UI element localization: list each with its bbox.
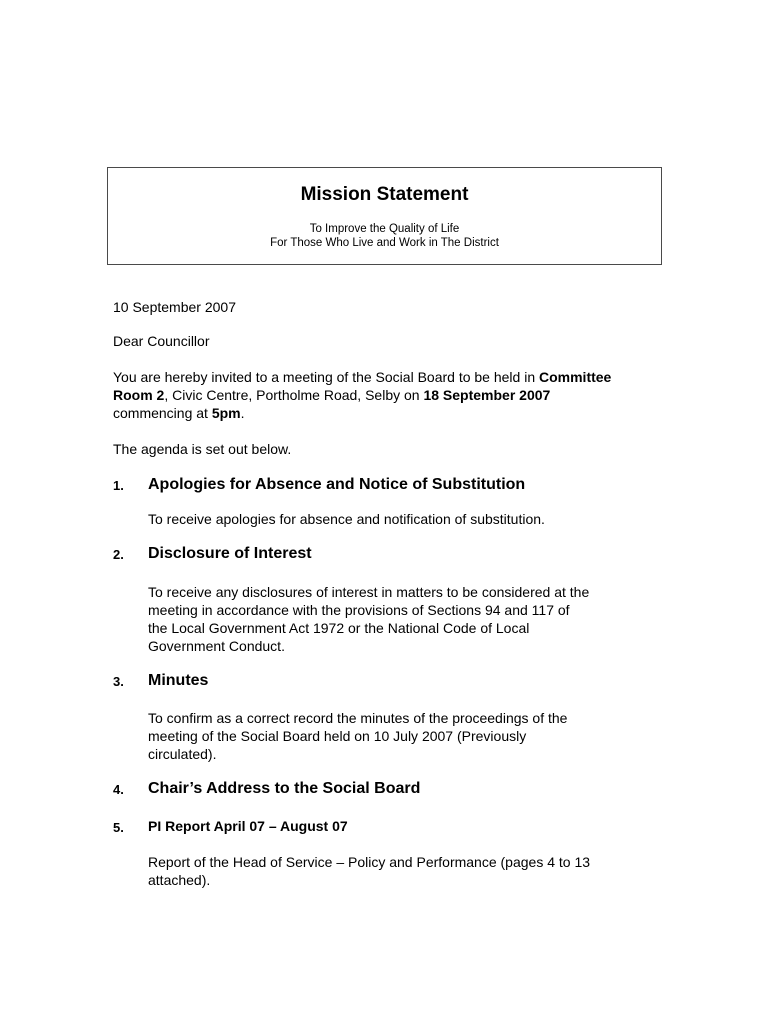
- agenda-item-2-title: Disclosure of Interest: [148, 545, 312, 562]
- venue-committee: Committee: [539, 369, 612, 385]
- agenda-item-5-number: 5.: [113, 820, 124, 835]
- agenda-item-2-text: [148, 583, 638, 655]
- mission-statement-box: [107, 167, 662, 265]
- agenda-item-3-line-1: To confirm as a correct record the minutes of the proceedings of the: [148, 710, 568, 726]
- invitation-paragraph: [113, 368, 663, 422]
- intro-text-4: .: [240, 405, 245, 421]
- agenda-item-1-line-1: To receive apologies for absence and notification of substitution.: [148, 511, 545, 527]
- agenda-item-5-line-2: attached).: [148, 872, 211, 888]
- agenda-item-2-number: 2.: [113, 547, 124, 562]
- letter-date: 10 September 2007: [113, 299, 236, 315]
- agenda-item-2-line-3: the Local Government Act 1972 or the National Code of Local: [148, 620, 530, 636]
- intro-text-2: , Civic Centre, Portholme Road, Selby on: [164, 387, 424, 403]
- agenda-item-5-line-1: Report of the Head of Service – Policy and Performance (pages 4 to 13: [148, 854, 591, 870]
- intro-text-3: commencing at: [113, 405, 212, 421]
- mission-line-1: To Improve the Quality of Life: [309, 223, 460, 235]
- agenda-item-3-title: Minutes: [148, 672, 209, 689]
- meeting-date: 18 September 2007: [423, 387, 551, 403]
- agenda-item-2-line-1: To receive any disclosures of interest in matters to be considered at the: [148, 584, 590, 600]
- agenda-item-3-number: 3.: [113, 674, 124, 689]
- agenda-item-1-text: [148, 510, 638, 528]
- meeting-time: 5pm: [211, 405, 241, 421]
- agenda-item-2-line-2: meeting in accordance with the provisions of Sections 94 and 117 of: [148, 602, 570, 618]
- agenda-item-2-line-4: Government Conduct.: [148, 638, 285, 654]
- intro-text-1: You are hereby invited to a meeting of the Social Board to be held in: [113, 369, 539, 385]
- agenda-note: The agenda is set out below.: [113, 441, 292, 457]
- mission-line-2: For Those Who Live and Work in The District: [270, 237, 499, 249]
- agenda-item-4-number: 4.: [113, 782, 124, 797]
- agenda-item-3-line-2: meeting of the Social Board held on 10 July 2007 (Previously: [148, 728, 527, 744]
- agenda-item-5-text: [148, 853, 638, 889]
- agenda-item-3-text: [148, 709, 638, 763]
- agenda-item-4-title: Chair’s Address to the Social Board: [148, 780, 421, 797]
- agenda-item-1-number: 1.: [113, 478, 124, 493]
- salutation: Dear Councillor: [113, 333, 210, 349]
- agenda-item-5-title: PI Report April 07 – August 07: [148, 818, 348, 834]
- mission-title: Mission Statement: [300, 184, 469, 205]
- agenda-item-3-line-3: circulated).: [148, 746, 217, 762]
- venue-room: Room 2: [113, 387, 165, 403]
- agenda-item-1-title: Apologies for Absence and Notice of Substitution: [148, 476, 526, 493]
